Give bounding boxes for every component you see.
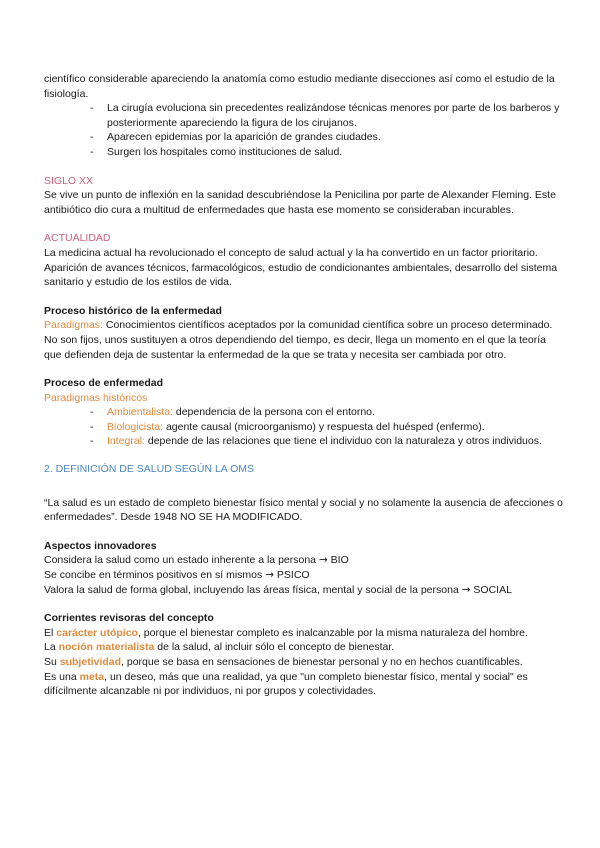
arrow-right-icon: → [265,569,274,582]
list-item: - Aparecen epidemias por la aparición de grandes ciudades. [90,131,381,144]
proceso-historico-paragraph: Paradigmas: Conocimientos científicos aceptados por la comunidad científica sobre un proceso determinado. No son fijos, unos sustituyen a otros dependiendo del tiempo, es decir, llega un momento en el que la teoría que defienden deja de sustentar la enfermedad de la que se trata y necesita ser cambiada por otro. [44,319,553,361]
aspectos-line: Se concibe en términos positivos en sí mismos → PSICO [44,569,310,582]
list-item: - Ambientalista: dependencia de la persona con el entorno. [90,406,375,419]
list-item: - Surgen los hospitales como instituciones de salud. [90,145,343,158]
corrientes-line: Es una meta, un deseo, más que una realidad, ya que "un completo bienestar físico, mental y social" es difícilmente alcanzable ni por individuos, ni por grupos y colectividades. [44,670,528,698]
corrientes-line: La noción materialista de la salud, al incluir sólo el concepto de bienestar. [44,641,395,654]
dash-icon: - [90,420,94,433]
highlight-term: carácter utópico [56,626,138,639]
arrow-right-icon: → [461,583,471,596]
intro-paragraph: científico considerable apareciendo la anatomía como estudio mediante disecciones así como el estudio de la fisiología. [44,73,555,100]
dash-icon: - [90,102,94,115]
aspectos-line: Considera la salud como un estado inherente a la persona → BIO [44,554,349,567]
list-item: - La cirugía evoluciona sin precedentes realizándose técnicas menores por parte de los barberos y posteriormente apareciendo la figura de los cirujanos. [90,102,560,129]
dash-icon: - [90,435,94,448]
dash-icon: - [90,131,94,144]
highlight-term: meta [79,670,105,683]
dash-icon: - [90,145,94,158]
proceso-enfermedad-heading: Proceso de enfermedad [44,377,164,390]
definicion-heading: 2. DEFINICIÓN DE SALUD SEGÚN LA OMS [44,463,255,476]
arrow-right-icon: → [318,554,328,567]
dash-icon: - [90,406,94,419]
intro-bullet-list [44,101,564,159]
corrientes-line: El carácter utópico, porque el bienestar completo es inalcanzable por la misma naturaleza del hombre. [44,626,528,639]
proceso-historico-heading: Proceso histórico de la enfermedad [44,304,222,317]
list-item: - Integral: depende de las relaciones que tiene el individuo con la naturaleza y otros individuos. [90,435,542,448]
highlight-term: noción materialista [58,641,155,654]
definicion-quote: “La salud es un estado de completo bienestar físico mental y social y no solamente la ausencia de afecciones o enfermedades”. Desde 1948 NO SE HA MODIFICADO. [44,496,563,524]
actualidad-paragraph: La medicina actual ha revolucionado el concepto de salud actual y la ha convertido en un factor prioritario. Aparición de avances técnicos, farmacológicos, estudio de condicionantes ambientales, desarrollo del sistema sanitario y estudio de los estilos de vida. [44,246,558,289]
paradigmas-historicos-subheading: Paradigmas históricos [44,391,148,404]
list-item: - Biologicista: agente causal (microorganismo) y respuesta del huésped (enfermo). [90,420,485,433]
paradigmas-label: Paradigmas: [44,319,103,332]
corrientes-heading: Corrientes revisoras del concepto [44,612,214,625]
aspectos-heading: Aspectos innovadores [44,539,157,552]
highlight-term: subjetividad [59,656,122,668]
siglo-xx-paragraph: Se vive un punto de inflexión en la sanidad descubriéndose la Penicilina por parte de Alexander Fleming. Este antibiótico dio cura a multitud de enfermedades que hasta ese momento se consideraban incurables. [44,189,556,216]
document-body [44,72,564,699]
siglo-xx-heading: SIGLO XX [44,174,94,187]
corrientes-line: Su subjetividad, porque se basa en sensaciones de bienestar personal y no en hechos cuantificables. [44,656,523,668]
actualidad-heading: ACTUALIDAD [44,232,111,245]
paradigmas-list [44,405,564,449]
aspectos-line: Valora la salud de forma global, incluyendo las áreas física, mental y social de la persona → SOCIAL [44,583,512,596]
